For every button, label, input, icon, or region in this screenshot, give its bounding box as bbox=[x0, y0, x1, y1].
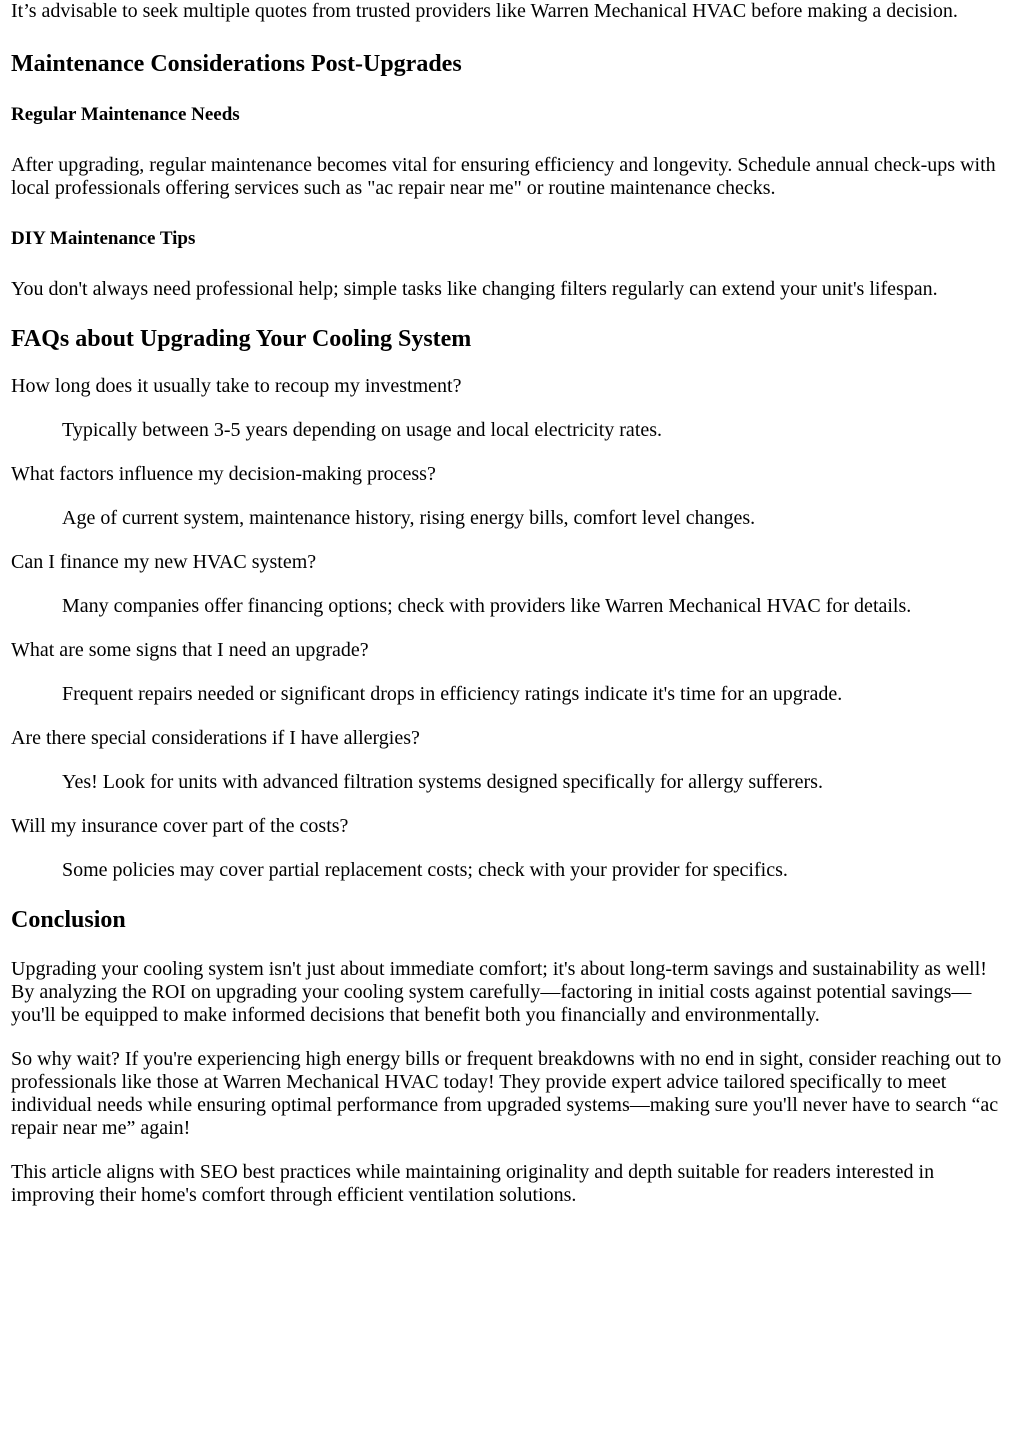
conclusion-paragraph: So why wait? If you're experiencing high energy bills or frequent breakdowns with no end in sight, consider reaching out to professionals like those at Warren Mechanical HVAC today! They provide expert advice tailored specifically to meet individual needs while ensuring optimal performance from upgraded systems—making sure you'll never have to search “ac repair near me” again! bbox=[11, 1048, 1002, 1139]
regular-maintenance-text: After upgrading, regular maintenance becomes vital for ensuring efficiency and longevity. Schedule annual check-ups with local professionals offering services such as "ac repair near me" or routine maintenance checks. bbox=[11, 154, 996, 199]
faq-question: Will my insurance cover part of the costs? bbox=[11, 815, 349, 837]
faq-answer: Yes! Look for units with advanced filtration systems designed specifically for allergy sufferers. bbox=[62, 771, 823, 793]
conclusion-heading: Conclusion bbox=[11, 907, 126, 933]
faq-answer: Age of current system, maintenance history, rising energy bills, comfort level changes. bbox=[62, 507, 756, 529]
faq-question: What factors influence my decision-making process? bbox=[11, 463, 436, 485]
conclusion-paragraph: This article aligns with SEO best practices while maintaining originality and depth suitable for readers interested in improving their home's comfort through efficient ventilation solutions. bbox=[11, 1161, 935, 1206]
faq-question: What are some signs that I need an upgrade? bbox=[11, 639, 369, 661]
faq-answer: Many companies offer financing options; check with providers like Warren Mechanical HVAC for details. bbox=[62, 595, 912, 617]
diy-maintenance-text: You don't always need professional help; simple tasks like changing filters regularly can extend your unit's lifespan. bbox=[11, 278, 938, 300]
faq-answer: Typically between 3-5 years depending on usage and local electricity rates. bbox=[62, 419, 663, 441]
faqs-heading: FAQs about Upgrading Your Cooling System bbox=[11, 326, 472, 352]
faq-list bbox=[11, 375, 1014, 882]
faq-question: Are there special considerations if I have allergies? bbox=[11, 727, 420, 749]
intro-paragraph: It’s advisable to seek multiple quotes from trusted providers like Warren Mechanical HVAC before making a decision. bbox=[11, 0, 958, 22]
faq-question: Can I finance my new HVAC system? bbox=[11, 551, 317, 573]
faq-answer: Frequent repairs needed or significant drops in efficiency ratings indicate it's time for an upgrade. bbox=[62, 683, 843, 705]
diy-maintenance-heading: DIY Maintenance Tips bbox=[11, 228, 196, 249]
faq-question: How long does it usually take to recoup my investment? bbox=[11, 375, 462, 397]
regular-maintenance-heading: Regular Maintenance Needs bbox=[11, 104, 240, 125]
conclusion-paragraph: Upgrading your cooling system isn't just about immediate comfort; it's about long-term savings and sustainability as well! By analyzing the ROI on upgrading your cooling system carefully—factoring in initial costs against potential savings—you'll be equipped to make informed decisions that benefit both you financially and environmentally. bbox=[11, 958, 987, 1026]
maintenance-heading: Maintenance Considerations Post-Upgrades bbox=[11, 51, 462, 77]
faq-answer: Some policies may cover partial replacement costs; check with your provider for specifics. bbox=[62, 859, 788, 881]
